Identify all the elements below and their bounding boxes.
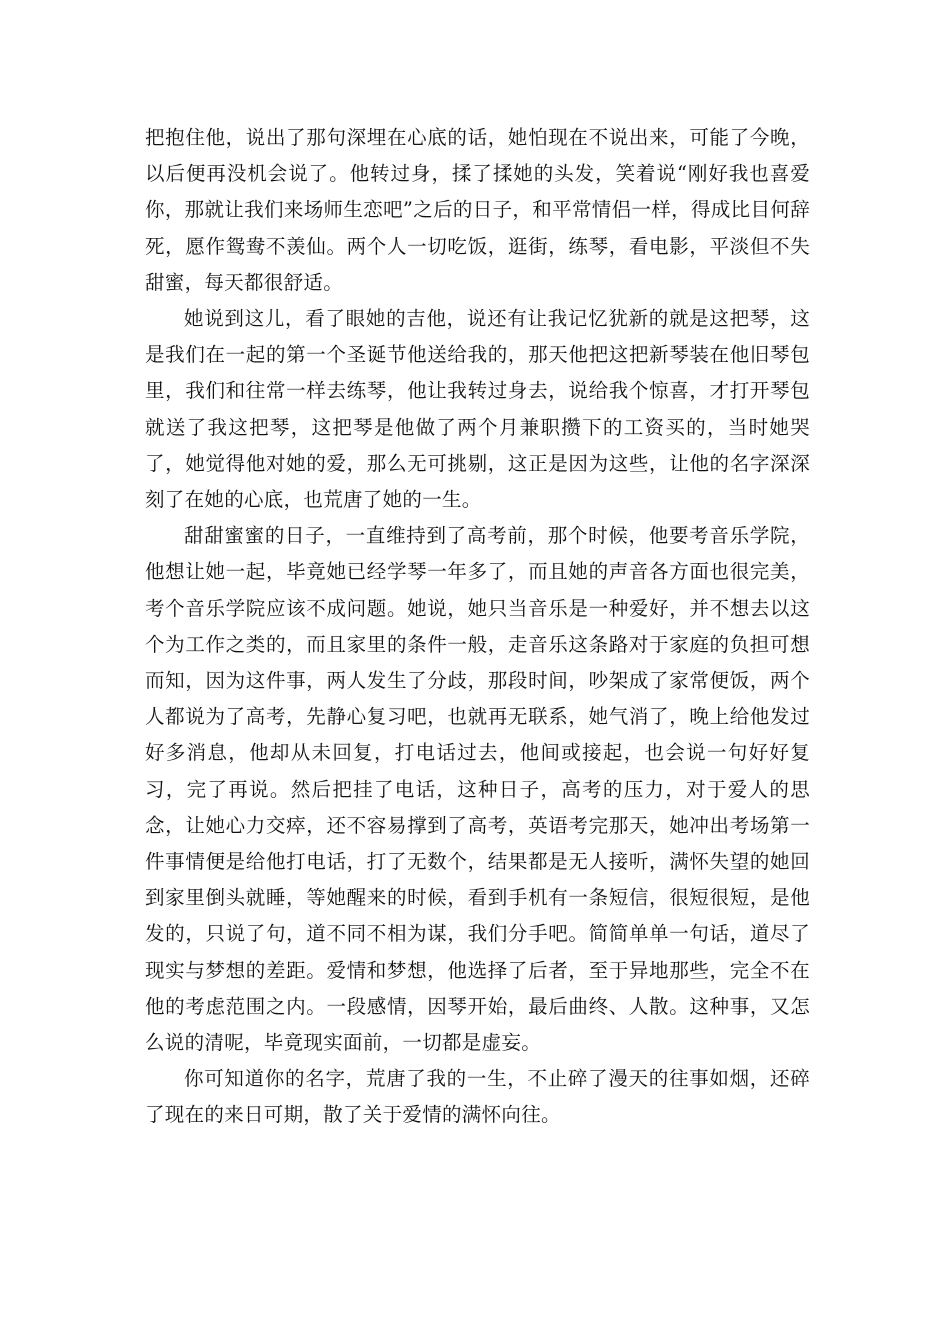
document-body xyxy=(145,120,810,1134)
paragraph-2: 她说到这儿，看了眼她的吉他，说还有让我记忆犹新的就是这把琴，这是我们在一起的第一个圣诞节他送给我的，那天他把这把新琴装在他旧琴包里，我们和往常一样去练琴，他让我转过身去，说给我个惊喜，才打开琴包就送了我这把琴，这把琴是他做了两个月兼职攒下的工资买的，当时她哭了，她觉得他对她的爱，那么无可挑剔，这正是因为这些，让他的名字深深刻了在她的心底，也荒唐了她的一生。 xyxy=(145,307,810,512)
paragraph-4: 你可知道你的名字，荒唐了我的一生，不止碎了漫天的往事如烟，还碎了现在的来日可期，散了关于爱情的满怀向往。 xyxy=(145,1067,810,1127)
paragraph-3: 甜甜蜜蜜的日子，一直维持到了高考前，那个时候，他要考音乐学院，他想让她一起，毕竟她已经学琴一年多了，而且她的声音各方面也很完美，考个音乐学院应该不成问题。她说，她只当音乐是一种爱好，并不想去以这个为工作之类的，而且家里的条件一般，走音乐这条路对于家庭的负担可想而知，因为这件事，两人发生了分歧，那段时间，吵架成了家常便饭，两个人都说为了高考，先静心复习吧，也就再无联系，她气消了，晚上给他发过好多消息，他却从未回复，打电话过去，他间或接起，也会说一句好好复习，完了再说。然后把挂了电话，这种日子，高考的压力，对于爱人的思念，让她心力交瘁，还不容易撑到了高考，英语考完那天，她冲出考场第一件事情便是给他打电话，打了无数个，结果都是无人接听，满怀失望的她回到家里倒头就睡，等她醒来的时候，看到手机有一条短信，很短很短，是他发的，只说了句，道不同不相为谋，我们分手吧。简简单单一句话，道尽了现实与梦想的差距。爱情和梦想，他选择了后者，至于异地那些，完全不在他的考虑范围之内。一段感情，因琴开始，最后曲终、人散。这种事，又怎么说的清呢，毕竟现实面前，一切都是虚妄。 xyxy=(145,524,810,1055)
paragraph-1: 把抱住他，说出了那句深埋在心底的话，她怕现在不说出来，可能了今晚，以后便再没机会说了。他转过身，揉了揉她的头发，笑着说“刚好我也喜爱你，那就让我们来场师生恋吧”之后的日子，和平常情侣一样，得成比目何辞死，愿作鸳鸯不羡仙。两个人一切吃饭，逛街，练琴，看电影，平淡但不失甜蜜，每天都很舒适。 xyxy=(145,126,810,294)
